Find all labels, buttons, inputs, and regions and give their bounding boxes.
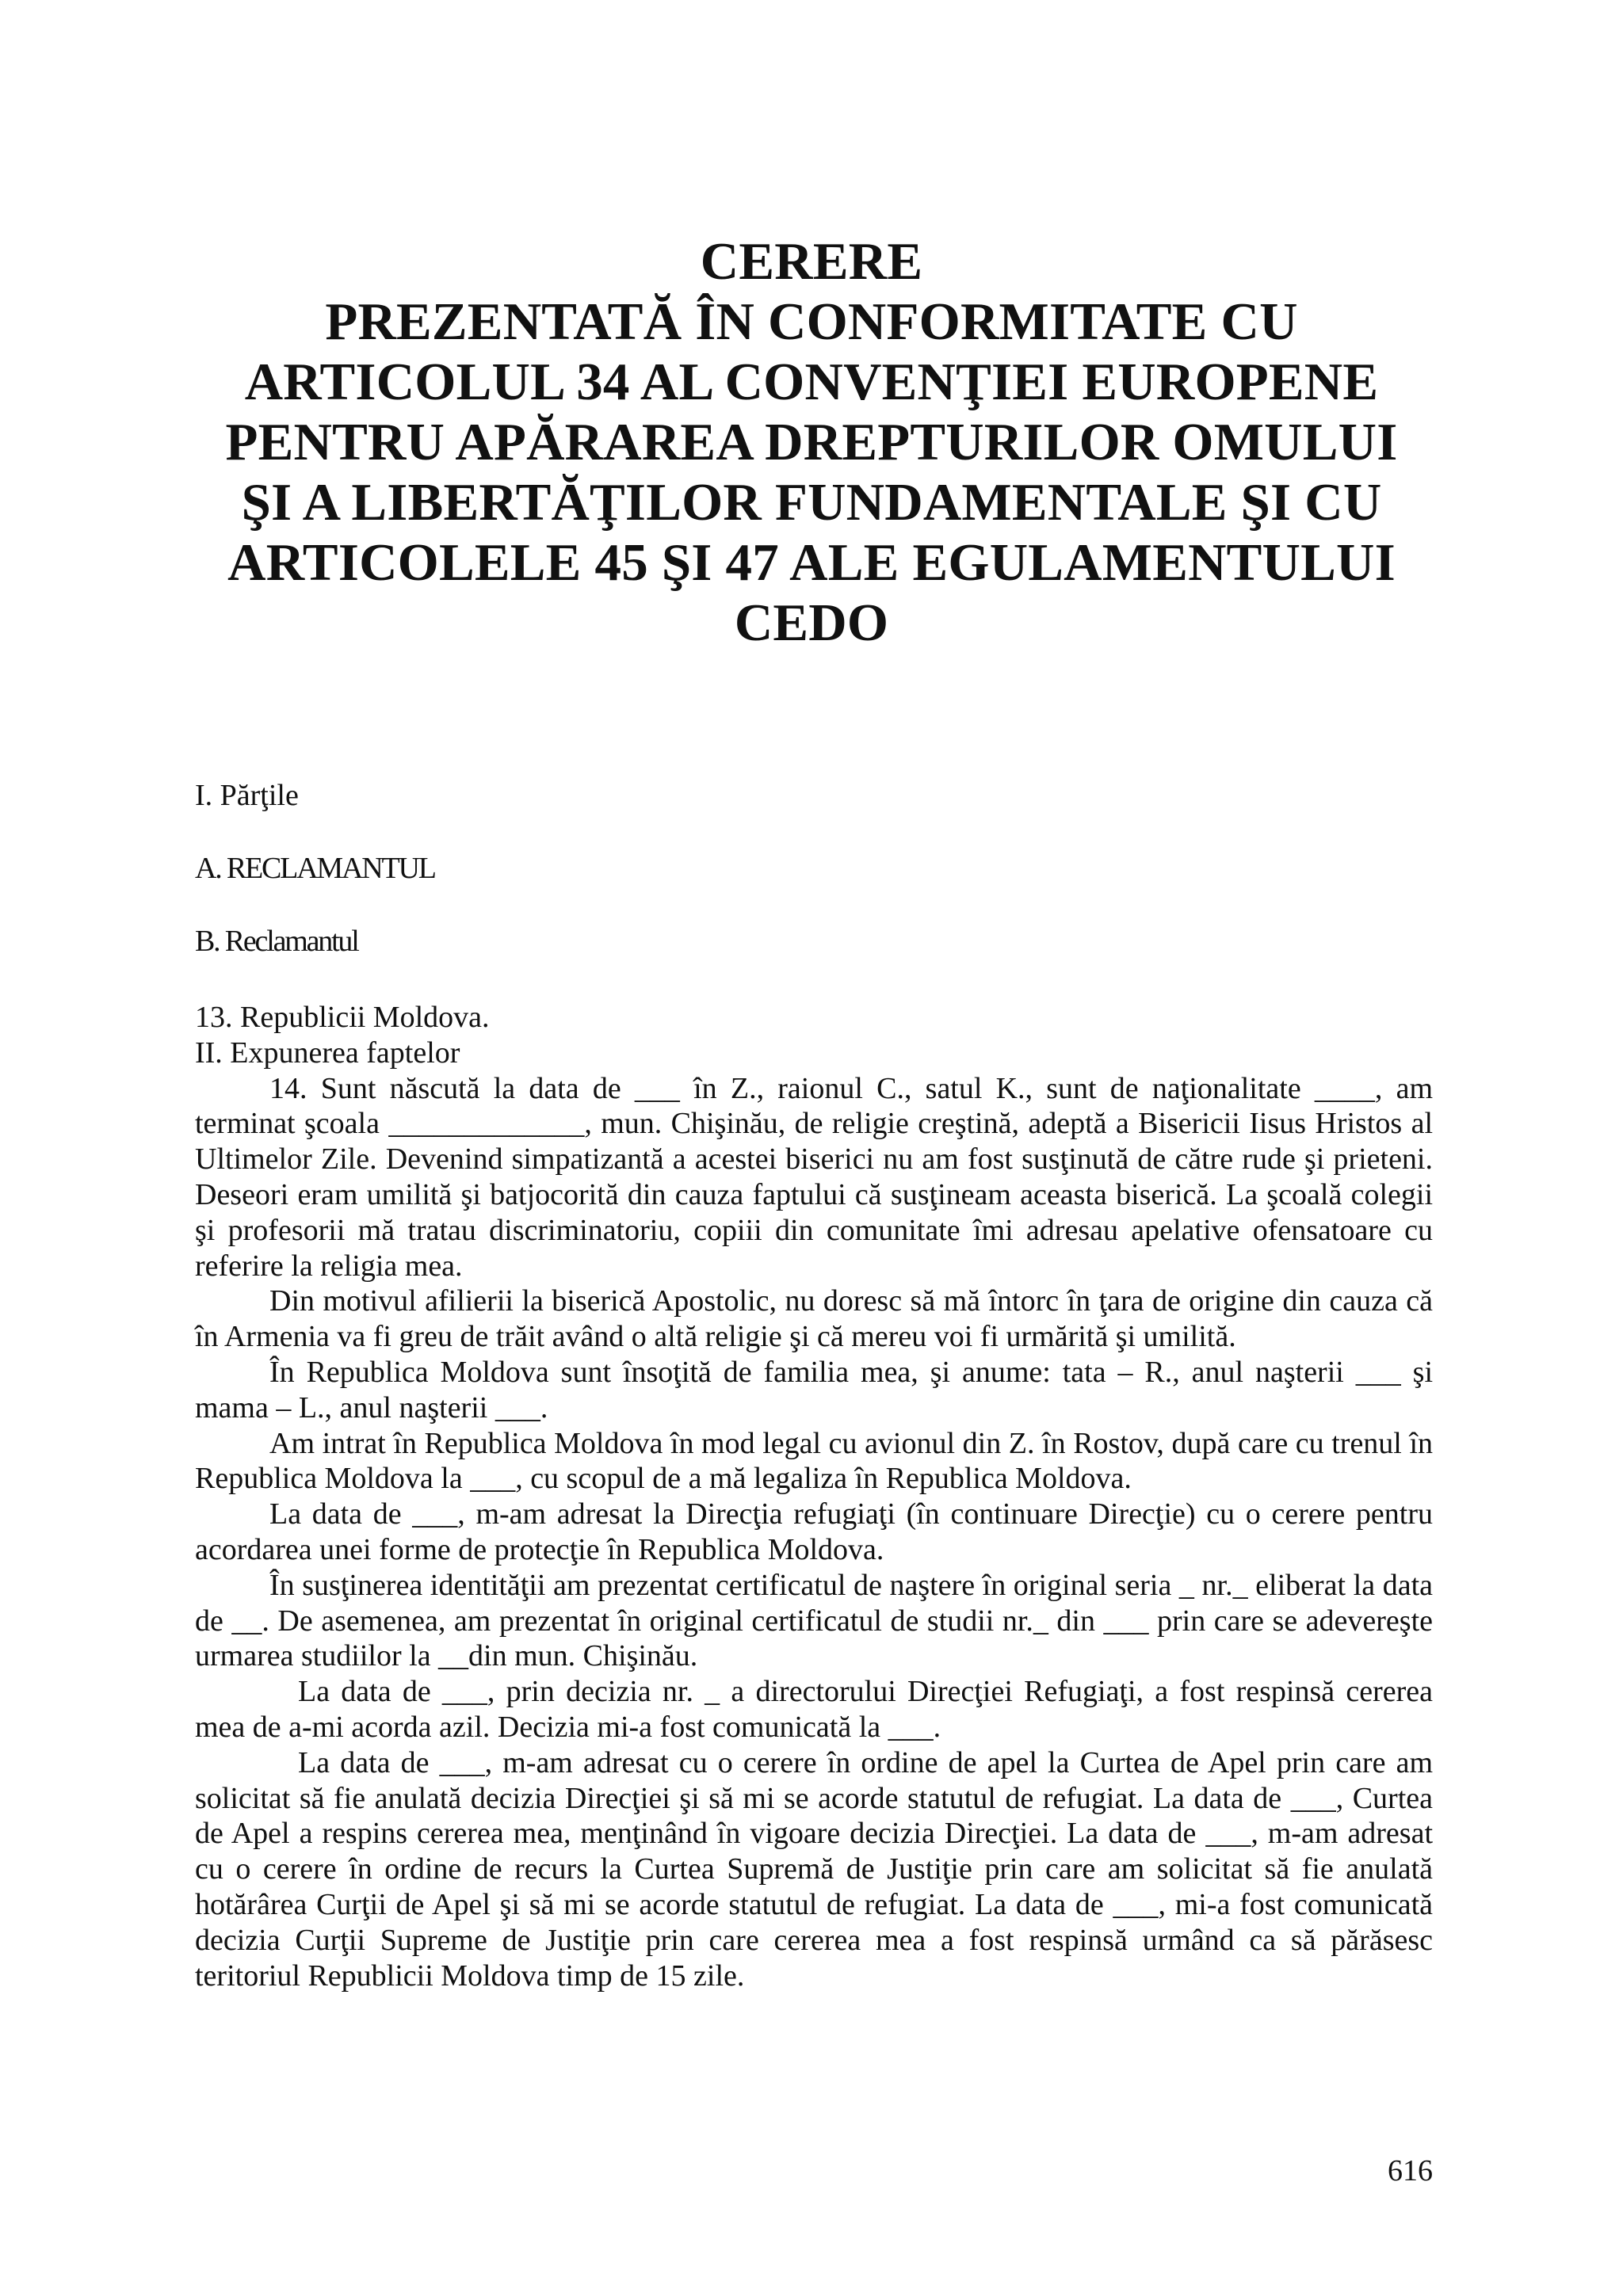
paragraph: La data de ___, m-am adresat cu o cerere în ordine de apel la Curtea de Apel prin care am solicitat să fie anulată decizia Direcţiei şi să mi se acorde statutul de refugiat. La data de ___, Curtea de Apel a respins cererea mea, menţinând în vigoare decizia Direcţiei. La data de ___, m-am adresat cu o cerere în ordine de recurs la Curtea Supremă de Justiţie prin care am solicitat să fie anulată hotărârea Curţii de Apel şi să mi se acorde statutul de refugiat. La data de ___, mi-a fost comunicată decizia Curţii Supreme de Justiţie prin care cererea mea a fost respinsă urmând ca să părăsesc teritoriul Republicii Moldova timp de 15 zile.	[195, 1745, 1433, 1993]
title-line: CEDO	[734, 593, 889, 652]
title-line: ŞI A LIBERTĂŢILOR FUNDAMENTALE ŞI CU	[241, 473, 1382, 532]
paragraph: În Republica Moldova sunt însoţită de familia mea, şi anume: tata – R., anul naşterii ___ şi mama – L., anul naşterii ___.	[195, 1355, 1433, 1425]
document-body	[195, 1000, 1433, 1993]
title-line: ARTICOLUL 34 AL CONVENŢIEI EUROPENE	[244, 353, 1379, 411]
paragraph: 14. Sunt născută la data de ___ în Z., raionul C., satul K., sunt de naţionalitate ____, am terminat şcoala _____________, mun. Chişinău, de religie creştină, adeptă a Bisericii Iisus Hristos al Ultimelor Zile. Devenind simpatizantă a acestei biserici nu am fost susţinută de către rude şi prieteni. Deseori eram umilită şi batjocorită din cauza faptului că susţineam aceasta biserică. La şcoală colegii şi profesorii mă tratau discriminatoriu, copiii din comunitate îmi adresau apelative ofensatoare cu referire la religia mea.	[195, 1071, 1433, 1283]
section-claimant-a-heading: A. RECLAMANTUL	[195, 852, 435, 885]
page-number: 616	[1388, 2154, 1433, 2187]
item-13: 13. Republicii Moldova.	[195, 1001, 490, 1034]
paragraph: Din motivul afilierii la biserică Apostolic, nu doresc să mă întorc în ţara de origine din cauza că în Armenia va fi greu de trăit având o altă religie şi că mereu voi fi urmărită şi umilită.	[195, 1284, 1433, 1354]
section-parties-heading: I. Părţile	[195, 779, 299, 812]
title-line: ARTICOLELE 45 ŞI 47 ALE EGULAMENTULUI	[227, 533, 1396, 592]
title-line: CERERE	[700, 232, 923, 291]
title-line: PREZENTATĂ ÎN CONFORMITATE CU	[325, 292, 1298, 351]
title-line: PENTRU APĂRAREA DREPTURILOR OMULUI	[225, 413, 1398, 471]
paragraph: Am intrat în Republica Moldova în mod legal cu avionul din Z. în Rostov, după care cu trenul în Republica Moldova la ___, cu scopul de a mă legaliza în Republica Moldova.	[195, 1426, 1433, 1496]
paragraph: La data de ___, prin decizia nr. _ a directorului Direcţiei Refugiaţi, a fost respinsă cererea mea de a-mi acorda azil. Decizia mi-a fost comunicată la ___.	[195, 1675, 1433, 1744]
section-claimant-b-heading: B. Reclamantul	[195, 925, 358, 958]
document-title	[0, 231, 1623, 653]
paragraph: La data de ___, m-am adresat la Direcţia refugiaţi (în continuare Direcţie) cu o cerere pentru acordarea unei forme de protecţie în Republica Moldova.	[195, 1497, 1433, 1566]
paragraph: În susţinerea identităţii am prezentat certificatul de naştere în original seria _ nr._ eliberat la data de __. De asemenea, am prezentat în original certificatul de studii nr._ din ___ prin care se adevereşte urmarea studiilor la __din mun. Chişinău.	[195, 1568, 1433, 1673]
facts-heading: II. Expunerea faptelor	[195, 1035, 460, 1070]
